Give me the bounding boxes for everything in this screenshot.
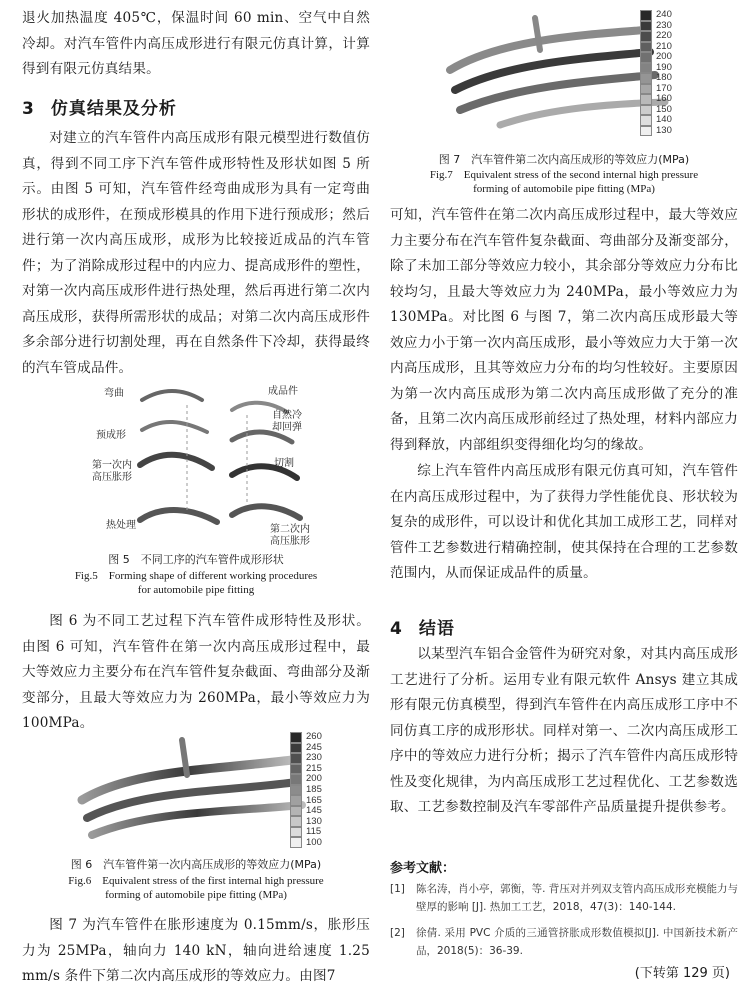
figure-6-caption-cn: 图 6 汽车管件第一次内高压成形的等效应力(MPa) <box>70 858 322 871</box>
legend-value: 200 <box>656 51 672 63</box>
legend-value: 115 <box>306 826 322 838</box>
legend-swatch <box>640 31 652 42</box>
reference-1 <box>390 880 738 916</box>
references-title: 参考文献： <box>390 861 456 876</box>
section-4-paragraph: 以某型汽车铝合金管件为研究对象，对其内高压成形工艺进行了分析。运用专业有限元软件 Ansys 建立其成形有限元仿真模型，得到汽车管件在内高压成形工序中不同仿真工序的成形形状。同样对第一、二次内高压成形工序中的等效应力进行分析；揭示了汽车管件内高压成形特性及变化规律，为内高压成形工艺过程优化、工艺参数选取、工艺参数控制及汽车零部件产品质量提升提供参考。 <box>390 646 738 815</box>
figure-5-caption-en-2: for automobile pipe fitting <box>137 584 255 596</box>
figure-6 <box>62 730 352 855</box>
legend-swatch <box>290 837 302 848</box>
legend-value: 220 <box>656 30 672 42</box>
legend-swatch <box>640 10 652 21</box>
section-4-heading <box>390 614 455 639</box>
legend-swatch <box>290 774 302 785</box>
section-3-heading <box>22 94 177 119</box>
legend-value: 165 <box>306 794 322 806</box>
figure-5-caption-cn: 图 5 不同工序的汽车管件成形形状 <box>108 553 284 566</box>
legend-value: 190 <box>656 61 672 73</box>
summary-paragraph: 综上汽车管件内高压成形有限元仿真可知，汽车管件在内高压成形过程中，为了获得力学性能优良、形状较为复杂的成形件，可以设计和优化其加工成形工艺，同样对管件工艺参数进行精确控制，使其保持在合理的工艺参数范围内，从而保证成品件的质量。 <box>390 463 738 581</box>
legend-swatch <box>640 126 652 137</box>
legend-swatch <box>640 52 652 63</box>
legend-value: 170 <box>656 82 672 94</box>
reference-2 <box>390 924 738 960</box>
references-list <box>390 880 738 960</box>
legend-value: 140 <box>656 114 672 126</box>
intro-paragraph: 退火加热温度 405℃，保温时间 60 min、空气中自然冷却。对汽车管件内高压成形进行有限元仿真计算，计算得到有限元仿真结果。 <box>22 10 370 77</box>
reference-number: [2] <box>390 927 405 939</box>
label-cutting: 切割 <box>274 458 294 469</box>
legend-swatch <box>290 827 302 838</box>
legend-value: 130 <box>306 815 322 827</box>
legend-swatch <box>290 795 302 806</box>
section-4-number: 4 <box>390 619 403 639</box>
label-second-bulging: 第二次内高压胀形 <box>270 524 310 547</box>
reference-number: [1] <box>390 883 405 895</box>
figure-7-continued-paragraph: 可知，汽车管件在第二次内高压成形过程中，最大等效应力主要分布在汽车管件复杂截面、弯曲部分及渐变部分，除了未加工部分等效应力较小，其余部分等效应力分布比较均匀，且最大等效应力为 240MPa，最小等效应力为 130MPa。对比图 6 与图 7，第二次内高压成形最大等效应力小于第一次内高压成形，最小等效应力大于第一次内高压成形，且其等效应力分布的均匀性较好。主要原因为第一次内高压成形为第二次内高压成形做了充分的准备，且第二次内高压成形前经过了热处理，材料内部应力得到释放，内部组织变得细化均匀的缘故。 <box>390 207 738 453</box>
label-bend: 弯曲 <box>104 388 124 399</box>
legend-swatch <box>290 785 302 796</box>
legend-swatch <box>640 63 652 74</box>
figure-7-legend <box>640 10 700 136</box>
section-3-title: 仿真结果及分析 <box>50 99 177 119</box>
legend-value: 180 <box>656 72 672 84</box>
figure-6-legend <box>290 732 350 848</box>
figure-7-caption-cn: 图 7 汽车管件第二次内高压成形的等效应力(MPa) <box>438 153 690 166</box>
legend-value: 230 <box>306 752 322 764</box>
reference-text: 陈名涛，肖小亭，郭衡，等. 背压对并列双支管内高压成形充模能力与壁厚的影响 [J]. 热加工工艺，2018，47(3)：140-144. <box>416 883 738 913</box>
legend-swatch <box>640 94 652 105</box>
legend-value: 130 <box>656 124 672 136</box>
legend-swatch <box>290 816 302 827</box>
label-heat-treatment: 热处理 <box>106 520 136 531</box>
legend-value: 145 <box>306 805 322 817</box>
figure-7-caption-en-2: forming of automobile pipe fitting (MPa) <box>473 183 655 195</box>
figure-7-paragraph: 图 7 为汽车管件在胀形速度为 0.15mm/s，胀形压力为 25MPa，轴向力 140 kN，轴向进给速度 1.25 mm/s 条件下第二次内高压成形的等效应力。由图7 <box>22 917 370 984</box>
legend-swatch <box>290 764 302 775</box>
legend-value: 210 <box>656 40 672 52</box>
legend-swatch <box>640 115 652 126</box>
label-product: 成品件 <box>268 386 298 397</box>
legend-value: 185 <box>306 784 322 795</box>
legend-swatch <box>640 84 652 95</box>
legend-swatch <box>290 743 302 754</box>
label-preform: 预成形 <box>96 430 126 441</box>
legend-swatch <box>290 753 302 764</box>
legend-swatch <box>640 21 652 32</box>
figure-5 <box>82 380 312 550</box>
legend-swatch <box>290 732 302 743</box>
legend-value: 100 <box>306 836 322 848</box>
figure-7 <box>440 10 730 145</box>
figure-6-paragraph: 图 6 为不同工艺过程下汽车管件成形特性及形状。由图 6 可知，汽车管件在第一次内高压成形过程中，最大等效应力主要分布在汽车管件复杂截面、弯曲部分及渐变部分，且最大等效应力为 260MPa，最小等效应力为 100MPa。 <box>22 613 370 731</box>
legend-swatch <box>290 806 302 817</box>
figure-7-caption-en-1: Fig.7 Equivalent stress of the second internal high pressure <box>429 169 699 181</box>
label-cooling: 自然冷却回弹 <box>272 410 302 433</box>
section-3-paragraph: 对建立的汽车管件内高压成形有限元模型进行数值仿真，得到不同工序下汽车管件成形特性及形状如图 5 所示。由图 5 可知，汽车管件经弯曲成形为具有一定弯曲形状的成形件，在预成形模具的作用下进行预成形；然后进行第一次内高压成形，成形为比较接近成品的汽车管件；为了消除成形过程中的内应力、提高成形件的塑性，对第一次内高压成形件进行热处理，然后再进行第二次内高压成形，获得所需形状的成品；对第二次内高压成形件多余部分进行切割处理，再在自然条件下冷却，获得最终的汽车管成品件。 <box>22 130 370 376</box>
legend-value: 245 <box>306 741 322 753</box>
legend-value: 160 <box>656 93 672 105</box>
legend-value: 200 <box>306 773 322 785</box>
label-first-bulging: 第一次内高压胀形 <box>92 460 132 483</box>
legend-value: 230 <box>656 19 672 31</box>
figure-6-caption-en-1: Fig.6 Equivalent stress of the first internal high pressure <box>68 875 324 887</box>
legend-value: 260 <box>306 731 322 743</box>
legend-value: 215 <box>306 762 322 774</box>
reference-text: 徐倩. 采用 PVC 介质的三通管挤胀成形数值模拟[J]. 中国新技术新产品，2018(5)：36-39. <box>416 927 738 957</box>
section-3-number: 3 <box>22 99 35 119</box>
legend-swatch <box>640 105 652 116</box>
figure-5-caption-en-1: Fig.5 Forming shape of different working procedures <box>74 570 318 582</box>
legend-swatch <box>640 73 652 84</box>
legend-value: 150 <box>656 103 672 115</box>
figure-6-caption-en-2: forming of automobile pipe fitting (MPa) <box>105 889 287 901</box>
legend-swatch <box>640 42 652 53</box>
continued-note: (下转第 129 页) <box>634 966 730 981</box>
legend-value: 240 <box>656 9 672 21</box>
section-4-title: 结语 <box>418 619 455 639</box>
